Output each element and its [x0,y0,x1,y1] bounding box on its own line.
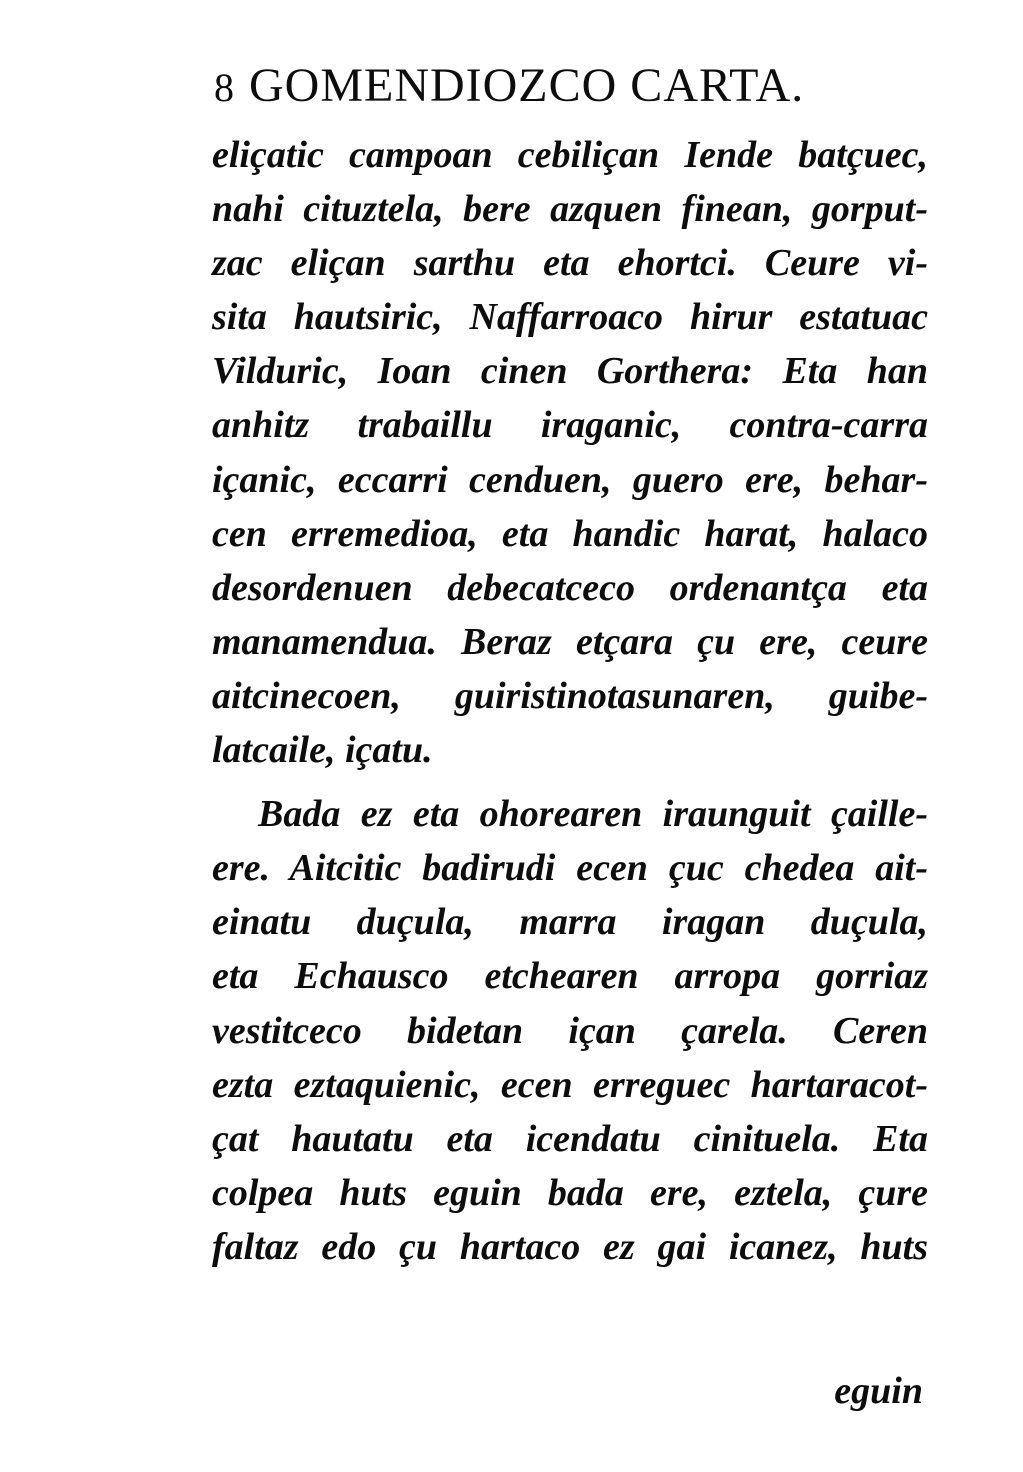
text-line: vestitceco bidetan içan çarela. Ceren [212,1009,928,1052]
text-line: colpea huts eguin bada ere, eztela, çure [212,1171,928,1214]
text-line: içanic, eccarri cenduen, guero ere, behar- [212,458,928,501]
text-line: anhitz trabaillu iraganic, contra-carra [212,404,928,447]
paragraph-2 [212,787,928,1274]
text-line: einatu duçula, marra iragan duçula, [212,901,928,944]
text-line: çat hautatu eta icendatu cinituela. Eta [212,1117,928,1160]
catchword: eguin [834,1370,923,1412]
body-text [212,128,928,1274]
text-line: cen erremedioa, eta handic harat, halaco [212,512,928,555]
page-number: 8 [214,65,235,110]
text-line: latcaile, içatu. [212,729,433,772]
paragraph-1 [212,128,928,777]
text-line: zac eliçan sarthu eta ehortci. Ceure vi- [212,242,928,285]
text-line: nahi cituztela, bere azquen finean, gorput- [212,188,928,231]
text-line: aitcinecoen, guiristinotasunaren, guibe- [212,674,928,717]
text-line: sita hautsiric, Naffarroaco hirur estatuac [212,296,928,339]
text-line: desordenuen debecatceco ordenantça eta [212,566,928,609]
text-line: ere. Aitcitic badirudi ecen çuc chedea ait- [212,847,928,890]
text-line: faltaz edo çu hartaco ez gai icanez, huts [212,1225,928,1268]
text-line: Bada ez eta ohorearen iraunguit çaille- [258,793,928,836]
text-line: Vilduric, Ioan cinen Gorthera: Eta han [212,350,928,393]
text-line: eta Echausco etchearen arropa gorriaz [212,955,928,998]
running-head [214,58,914,113]
running-title: GOMENDIOZCO CARTA. [249,59,805,112]
text-line: manamendua. Beraz etçara çu ere, ceure [212,620,928,663]
text-line: eliçatic campoan cebiliçan Iende batçuec, [212,134,928,176]
text-line: ezta eztaquienic, ecen erreguec hartaracot- [212,1063,928,1106]
